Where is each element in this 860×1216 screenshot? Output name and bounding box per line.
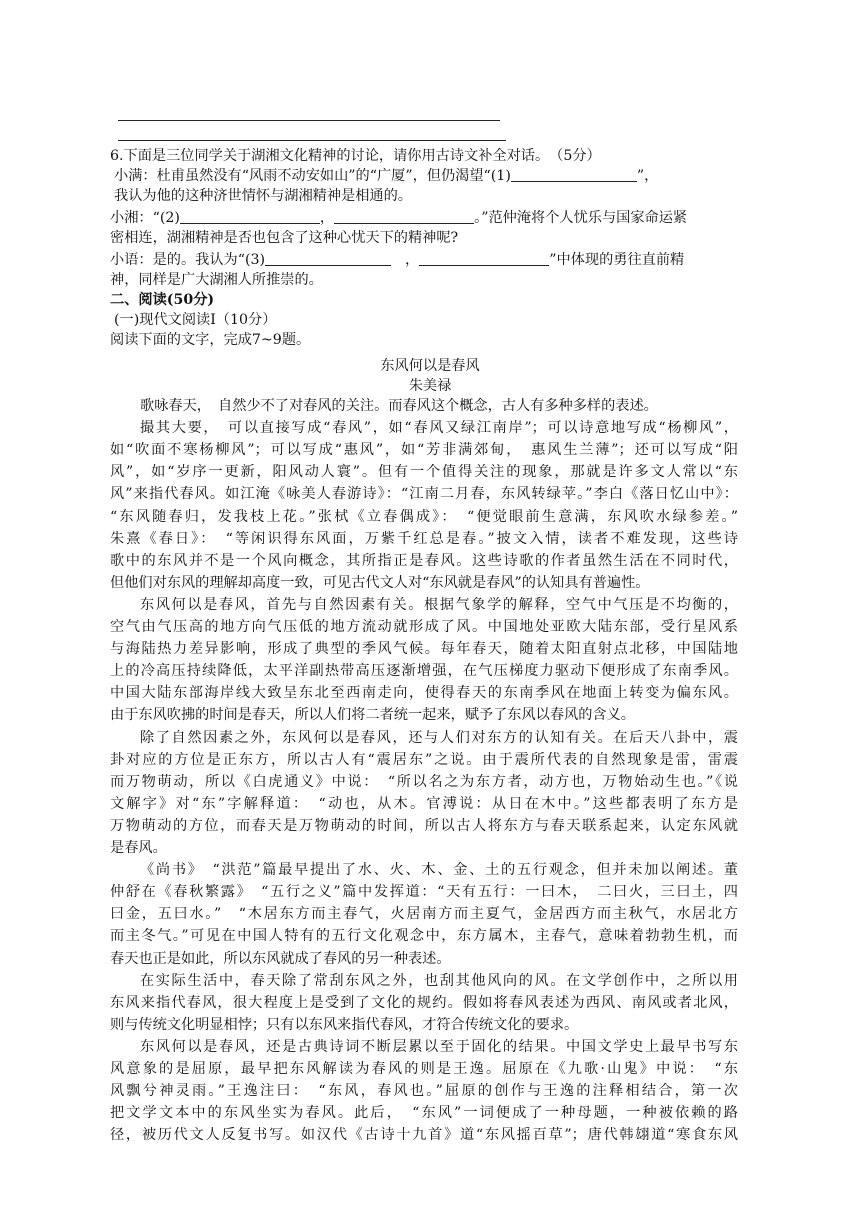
q6-xiaoxiang-text-a: 小湘：“(2) — [110, 210, 180, 226]
article-line: 仲舒在《春秋繁露》 “五行之义”篇中发挥道：“天有五行：一曰木， 二曰火，三曰土，四 — [110, 884, 738, 901]
article-title: 东风何以是春风 — [380, 358, 480, 374]
article-line: 《尚书》 “洪范”篇最早提出了水、火、木、金、土的五行观念，但并未加以阐述。董 — [140, 862, 738, 879]
subsection-heading: (一)现代文阅读Ⅰ（10分） — [114, 312, 277, 328]
q6-prompt: 6.下面是三位同学关于湖湘文化精神的讨论，请你用古诗文补全对话。 （5分） — [110, 148, 601, 164]
article-line: 而主冬气。”可见在中国人特有的五行文化观念中，东方属木，主春气，意味着勃勃生机，而 — [110, 928, 738, 945]
answer-blank-3b[interactable] — [419, 251, 549, 266]
article-line: 风飘兮神灵雨。”王逸注曰： “东风，春风也。”屈原的创作与王逸的注释相结合，第一次 — [110, 1083, 738, 1100]
q6-xiaoman-text-b: ”， — [636, 168, 659, 184]
reading-instruction: 阅读下面的文字，完成7~9题。 — [110, 332, 311, 348]
article-line: 东风来指代春风，很大程度上是受到了文化的规约。假如将春风表述为西风、南风或者北风， — [110, 994, 738, 1011]
answer-blank-2b[interactable] — [334, 209, 474, 224]
q6-xiaoman-text-a: 小满：杜甫虽然没有“风雨不动安如山”的“广厦”，但仍渴望“(1) — [114, 168, 511, 184]
q6-xiaoyu-text-a: 小语：是的。我认为“(3) — [110, 252, 266, 268]
article-line: 但他们对东风的理解却高度一致，可见古代文人对“东风就是春风”的认知具有普遍性。 — [110, 574, 650, 591]
q6-xiaoman-line-1 — [114, 166, 658, 186]
article-line: 风”来指代春风。如江淹《咏美人春游诗》：“江南二月春，东风转绿苹。”李白《落日忆山中》： — [110, 486, 738, 503]
q6-xiaoyu-line-1 — [110, 250, 684, 270]
article-line: 与海陆热力差异影响，形成了典型的季风气候。每年春天，随着太阳直射点北移，中国陆地 — [110, 641, 738, 658]
article-line: 曰金，五曰水。” “木居东方而主春气，火居南方而主夏气，金居西方而主秋气，水居北方 — [110, 906, 738, 923]
q6-xiaoyu-text-b: ， — [405, 252, 420, 268]
article-line: 东风何以是春风，还是古典诗词不断层累以至于固化的结果。中国文学史上最早书写东 — [140, 1038, 738, 1055]
article-line: 则与传统文化明显相悖；只有以东风来指代春风，才符合传统文化的要求。 — [110, 1016, 579, 1033]
article-line: 而万物萌动，所以《白虎通义》中说： “所以名之为东方者，动方也，万物始动生也。”《说 — [110, 773, 738, 790]
answer-blank-3a[interactable] — [265, 251, 391, 266]
article-line: 撮其大要， 可以直接写成“春风”，如“春风又绿江南岸”；可以诗意地写成“杨柳风”， — [140, 420, 738, 437]
section-heading: 二、阅读(50分) — [110, 292, 215, 308]
answer-line-2 — [118, 140, 506, 141]
q6-xiaoman-line-2: 我认为他的这种济世情怀与湖湘精神是相通的。 — [114, 188, 412, 204]
q6-xiaoxiang-line-2: 密相连，湖湘精神是否也包含了这种心忧天下的精神呢? — [110, 230, 459, 246]
article-line: 风意象的是屈原，最早把东风解读为春风的则是王逸。屈原在《九歌·山鬼》中说： “东 — [110, 1061, 738, 1077]
q6-xiaoyu-line-2: 神，同样是广大湖湘人所推崇的。 — [110, 272, 323, 288]
article-author: 朱美禄 — [408, 378, 452, 394]
article-line: “东风随春归，发我枝上花。”张栻《立春偶成》： “便觉眼前生意满，东风吹水绿参差。” — [110, 508, 738, 525]
article-line: 歌中的东风并不是一个风向概念，其所指正是春风。这些诗歌的作者虽然生活在不同时代， — [110, 552, 738, 569]
answer-blank-2a[interactable] — [180, 209, 320, 224]
article-line: 万物萌动的方位，而春天是万物萌动的时间，所以古人将东方与春天联系起来，认定东风就 — [110, 817, 738, 834]
article-line: 上的冷高压持续降低，太平洋副热带高压逐渐增强，在气压梯度力驱动下便形成了东南季风。 — [110, 663, 738, 680]
article-line: 径，被历代文人反复书写。如汉代《古诗十九首》道“东风摇百草”；唐代韩翃道“寒食东风 — [110, 1127, 738, 1144]
article-line: 在实际生活中，春天除了常刮东风之外，也刮其他风向的风。在文学创作中，之所以用 — [140, 972, 738, 989]
article-line: 歌咏春天， 自然少不了对春风的关注。而春风这个概念，古人有多种多样的表述。 — [140, 398, 658, 414]
article-line: 中国大陆东部海岸线大致呈东北至西南走向，使得春天的东南季风在地面上转变为偏东风。 — [110, 685, 738, 702]
article-line: 春天也正是如此，所以东风就成了春风的另一种表述。 — [110, 950, 451, 967]
article-line: 由于东风吹拂的时间是春天，所以人们将二者统一起来，赋予了东风以春风的含义。 — [110, 707, 635, 724]
article-line: 空气由气压高的地方向气压低的地方流动就形成了风。中国地处亚欧大陆东部，受行星风系 — [110, 619, 738, 635]
article-line: 是春风。 — [110, 840, 167, 856]
article-line: 文解字》对“东”字解释道： “动也，从木。官溥说：从日在木中。”这些都表明了东方是 — [110, 795, 738, 812]
article-line: 风”，如“岁序一更新，阳风动人寰”。但有一个值得关注的现象，那就是许多文人常以“东 — [110, 464, 738, 481]
article-line: 如“吹面不寒杨柳风”；可以写成“惠风”，如“芳非满郊甸， 惠风生兰薄”；还可以写成“阳 — [110, 442, 738, 459]
q6-xiaoxiang-line-1 — [110, 208, 687, 228]
q6-xiaoxiang-text-c: 。”范仲淹将个人忧乐与国家命运紧 — [474, 210, 688, 226]
q6-xiaoxiang-text-b: ， — [319, 210, 335, 226]
q6-xiaoyu-text-c: ”中体现的勇往直前精 — [549, 252, 685, 268]
answer-blank-1[interactable] — [511, 167, 637, 182]
article-line: 东风何以是春风，首先与自然因素有关。根据气象学的解释，空气中气压是不均衡的， — [140, 596, 738, 613]
article-line: 卦对应的方位是正东方，所以古人有“震居东”之说。由于震所代表的自然现象是雷，雷震 — [110, 751, 738, 768]
article-line: 把文学文本中的东风坐实为春风。此后， “东风”一词便成了一种母题，一种被依赖的路 — [110, 1105, 738, 1122]
article-line: 除了自然因素之外，东风何以是春风，还与人们对东方的认知有关。在后天八卦中，震 — [140, 729, 738, 746]
answer-line-1 — [118, 120, 500, 121]
article-line: 朱熹《春日》： “等闲识得东风面，万紫千红总是春。”披文入情，读者不难发现，这些诗 — [110, 530, 738, 547]
